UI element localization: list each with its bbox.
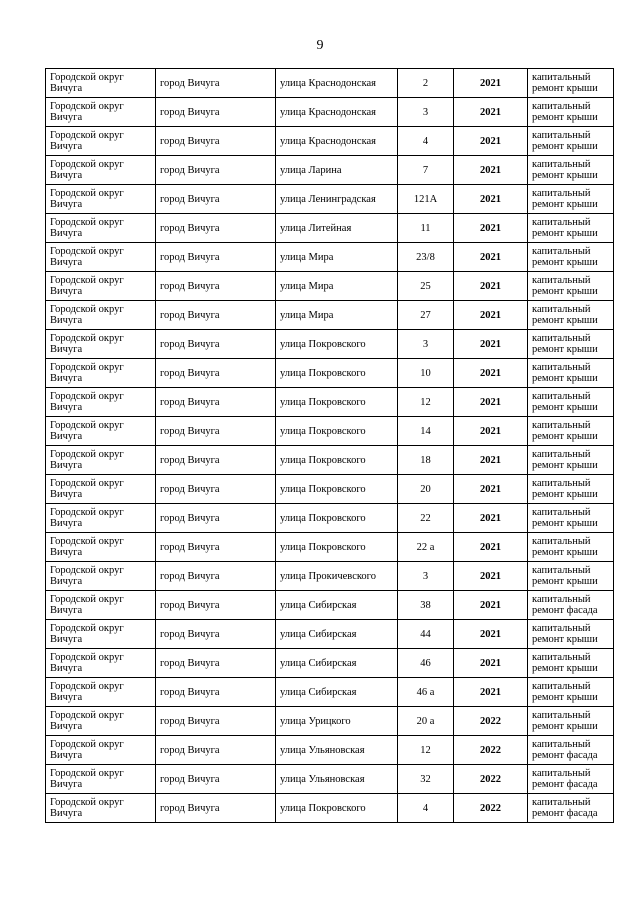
cell-house-number: 3 — [398, 330, 454, 359]
cell-street: улица Покровского — [276, 794, 398, 823]
cell-district: Городской округ Вичуга — [46, 649, 156, 678]
table-row — [46, 591, 614, 620]
table-row — [46, 794, 614, 823]
cell-house-number: 121А — [398, 185, 454, 214]
cell-year: 2021 — [454, 127, 528, 156]
table-row — [46, 707, 614, 736]
cell-street: улица Мира — [276, 272, 398, 301]
cell-street: улица Мира — [276, 243, 398, 272]
cell-house-number: 3 — [398, 98, 454, 127]
cell-city: город Вичуга — [156, 214, 276, 243]
cell-district: Городской округ Вичуга — [46, 243, 156, 272]
cell-year: 2021 — [454, 446, 528, 475]
cell-street: улица Ленинградская — [276, 185, 398, 214]
cell-work-type: капитальный ремонт фасада — [528, 736, 614, 765]
cell-city: город Вичуга — [156, 272, 276, 301]
cell-district: Городской округ Вичуга — [46, 127, 156, 156]
cell-city: город Вичуга — [156, 417, 276, 446]
cell-district: Городской округ Вичуга — [46, 69, 156, 98]
cell-year: 2021 — [454, 69, 528, 98]
cell-district: Городской округ Вичуга — [46, 388, 156, 417]
cell-street: улица Краснодонская — [276, 69, 398, 98]
cell-city: город Вичуга — [156, 388, 276, 417]
cell-street: улица Урицкого — [276, 707, 398, 736]
cell-year: 2021 — [454, 185, 528, 214]
table-row — [46, 272, 614, 301]
cell-city: город Вичуга — [156, 301, 276, 330]
cell-work-type: капитальный ремонт фасада — [528, 794, 614, 823]
table-row — [46, 156, 614, 185]
cell-district: Городской округ Вичуга — [46, 678, 156, 707]
cell-year: 2021 — [454, 533, 528, 562]
cell-work-type: капитальный ремонт крыши — [528, 98, 614, 127]
cell-house-number: 11 — [398, 214, 454, 243]
cell-work-type: капитальный ремонт крыши — [528, 301, 614, 330]
cell-district: Городской округ Вичуга — [46, 562, 156, 591]
table-row — [46, 98, 614, 127]
cell-house-number: 12 — [398, 388, 454, 417]
cell-year: 2021 — [454, 562, 528, 591]
cell-work-type: капитальный ремонт фасада — [528, 591, 614, 620]
cell-house-number: 44 — [398, 620, 454, 649]
cell-street: улица Покровского — [276, 533, 398, 562]
cell-city: город Вичуга — [156, 359, 276, 388]
cell-street: улица Ларина — [276, 156, 398, 185]
cell-district: Городской округ Вичуга — [46, 765, 156, 794]
cell-year: 2021 — [454, 98, 528, 127]
cell-house-number: 14 — [398, 417, 454, 446]
cell-city: город Вичуга — [156, 98, 276, 127]
cell-year: 2021 — [454, 156, 528, 185]
table-row — [46, 533, 614, 562]
cell-house-number: 22 а — [398, 533, 454, 562]
cell-work-type: капитальный ремонт крыши — [528, 649, 614, 678]
cell-city: город Вичуга — [156, 475, 276, 504]
cell-street: улица Покровского — [276, 475, 398, 504]
table-row — [46, 417, 614, 446]
cell-street: улица Прокичевского — [276, 562, 398, 591]
table-row — [46, 388, 614, 417]
cell-district: Городской округ Вичуга — [46, 417, 156, 446]
table-row — [46, 359, 614, 388]
cell-city: город Вичуга — [156, 649, 276, 678]
cell-district: Городской округ Вичуга — [46, 98, 156, 127]
repair-schedule-table — [45, 68, 614, 823]
cell-house-number: 20 а — [398, 707, 454, 736]
cell-district: Городской округ Вичуга — [46, 272, 156, 301]
table-row — [46, 765, 614, 794]
table-row — [46, 649, 614, 678]
cell-year: 2022 — [454, 794, 528, 823]
table-row — [46, 243, 614, 272]
table-row — [46, 562, 614, 591]
cell-work-type: капитальный ремонт крыши — [528, 243, 614, 272]
cell-city: город Вичуга — [156, 533, 276, 562]
cell-street: улица Покровского — [276, 330, 398, 359]
cell-house-number: 46 — [398, 649, 454, 678]
cell-work-type: капитальный ремонт крыши — [528, 330, 614, 359]
cell-city: город Вичуга — [156, 620, 276, 649]
cell-city: город Вичуга — [156, 185, 276, 214]
table-row — [46, 736, 614, 765]
cell-street: улица Сибирская — [276, 678, 398, 707]
table-row — [46, 330, 614, 359]
cell-district: Городской округ Вичуга — [46, 156, 156, 185]
cell-year: 2021 — [454, 649, 528, 678]
cell-house-number: 22 — [398, 504, 454, 533]
cell-work-type: капитальный ремонт крыши — [528, 69, 614, 98]
cell-work-type: капитальный ремонт крыши — [528, 359, 614, 388]
cell-street: улица Ульяновская — [276, 765, 398, 794]
cell-street: улица Мира — [276, 301, 398, 330]
cell-year: 2021 — [454, 620, 528, 649]
table-row — [46, 678, 614, 707]
cell-work-type: капитальный ремонт крыши — [528, 127, 614, 156]
cell-city: город Вичуга — [156, 69, 276, 98]
cell-district: Городской округ Вичуга — [46, 794, 156, 823]
cell-house-number: 2 — [398, 69, 454, 98]
cell-house-number: 38 — [398, 591, 454, 620]
cell-district: Городской округ Вичуга — [46, 591, 156, 620]
cell-city: город Вичуга — [156, 156, 276, 185]
cell-house-number: 46 а — [398, 678, 454, 707]
cell-street: улица Сибирская — [276, 620, 398, 649]
cell-district: Городской округ Вичуга — [46, 533, 156, 562]
cell-year: 2021 — [454, 388, 528, 417]
cell-district: Городской округ Вичуга — [46, 446, 156, 475]
cell-house-number: 18 — [398, 446, 454, 475]
cell-city: город Вичуга — [156, 765, 276, 794]
cell-year: 2022 — [454, 707, 528, 736]
cell-work-type: капитальный ремонт крыши — [528, 156, 614, 185]
cell-street: улица Покровского — [276, 504, 398, 533]
cell-year: 2021 — [454, 475, 528, 504]
cell-city: город Вичуга — [156, 446, 276, 475]
table-row — [46, 475, 614, 504]
cell-work-type: капитальный ремонт крыши — [528, 678, 614, 707]
cell-work-type: капитальный ремонт крыши — [528, 272, 614, 301]
cell-street: улица Покровского — [276, 359, 398, 388]
cell-year: 2021 — [454, 591, 528, 620]
cell-year: 2021 — [454, 504, 528, 533]
cell-district: Городской округ Вичуга — [46, 359, 156, 388]
cell-year: 2021 — [454, 678, 528, 707]
cell-house-number: 23/8 — [398, 243, 454, 272]
page-number: 9 — [316, 38, 324, 53]
cell-house-number: 4 — [398, 794, 454, 823]
cell-street: улица Ульяновская — [276, 736, 398, 765]
cell-year: 2021 — [454, 359, 528, 388]
cell-year: 2022 — [454, 736, 528, 765]
cell-city: город Вичуга — [156, 707, 276, 736]
cell-district: Городской округ Вичуга — [46, 330, 156, 359]
cell-work-type: капитальный ремонт крыши — [528, 214, 614, 243]
cell-city: город Вичуга — [156, 127, 276, 156]
cell-district: Городской округ Вичуга — [46, 736, 156, 765]
cell-work-type: капитальный ремонт крыши — [528, 446, 614, 475]
cell-work-type: капитальный ремонт крыши — [528, 388, 614, 417]
cell-district: Городской округ Вичуга — [46, 214, 156, 243]
cell-house-number: 4 — [398, 127, 454, 156]
cell-work-type: капитальный ремонт крыши — [528, 562, 614, 591]
cell-street: улица Краснодонская — [276, 98, 398, 127]
cell-city: город Вичуга — [156, 678, 276, 707]
cell-street: улица Сибирская — [276, 591, 398, 620]
table-row — [46, 127, 614, 156]
cell-year: 2021 — [454, 417, 528, 446]
cell-year: 2021 — [454, 214, 528, 243]
cell-work-type: капитальный ремонт крыши — [528, 185, 614, 214]
cell-house-number: 10 — [398, 359, 454, 388]
cell-work-type: капитальный ремонт крыши — [528, 417, 614, 446]
cell-house-number: 25 — [398, 272, 454, 301]
cell-year: 2021 — [454, 243, 528, 272]
cell-street: улица Покровского — [276, 446, 398, 475]
cell-year: 2021 — [454, 330, 528, 359]
cell-city: город Вичуга — [156, 243, 276, 272]
cell-house-number: 3 — [398, 562, 454, 591]
cell-district: Городской округ Вичуга — [46, 475, 156, 504]
cell-work-type: капитальный ремонт крыши — [528, 475, 614, 504]
table-row — [46, 185, 614, 214]
table-row — [46, 446, 614, 475]
table-row — [46, 620, 614, 649]
cell-year: 2022 — [454, 765, 528, 794]
cell-city: город Вичуга — [156, 591, 276, 620]
cell-street: улица Покровского — [276, 388, 398, 417]
table-row — [46, 69, 614, 98]
cell-street: улица Сибирская — [276, 649, 398, 678]
cell-district: Городской округ Вичуга — [46, 185, 156, 214]
cell-house-number: 20 — [398, 475, 454, 504]
cell-year: 2021 — [454, 301, 528, 330]
cell-street: улица Краснодонская — [276, 127, 398, 156]
table-row — [46, 214, 614, 243]
cell-house-number: 32 — [398, 765, 454, 794]
cell-city: город Вичуга — [156, 562, 276, 591]
cell-house-number: 7 — [398, 156, 454, 185]
cell-work-type: капитальный ремонт фасада — [528, 765, 614, 794]
cell-district: Городской округ Вичуга — [46, 301, 156, 330]
cell-street: улица Покровского — [276, 417, 398, 446]
cell-work-type: капитальный ремонт крыши — [528, 504, 614, 533]
cell-street: улица Литейная — [276, 214, 398, 243]
cell-house-number: 27 — [398, 301, 454, 330]
table-row — [46, 301, 614, 330]
cell-city: город Вичуга — [156, 504, 276, 533]
cell-year: 2021 — [454, 272, 528, 301]
cell-house-number: 12 — [398, 736, 454, 765]
cell-city: город Вичуга — [156, 794, 276, 823]
cell-city: город Вичуга — [156, 736, 276, 765]
table-row — [46, 504, 614, 533]
cell-work-type: капитальный ремонт крыши — [528, 620, 614, 649]
cell-city: город Вичуга — [156, 330, 276, 359]
cell-work-type: капитальный ремонт крыши — [528, 533, 614, 562]
cell-district: Городской округ Вичуга — [46, 707, 156, 736]
cell-district: Городской округ Вичуга — [46, 620, 156, 649]
cell-work-type: капитальный ремонт крыши — [528, 707, 614, 736]
table-body — [46, 69, 614, 823]
cell-district: Городской округ Вичуга — [46, 504, 156, 533]
